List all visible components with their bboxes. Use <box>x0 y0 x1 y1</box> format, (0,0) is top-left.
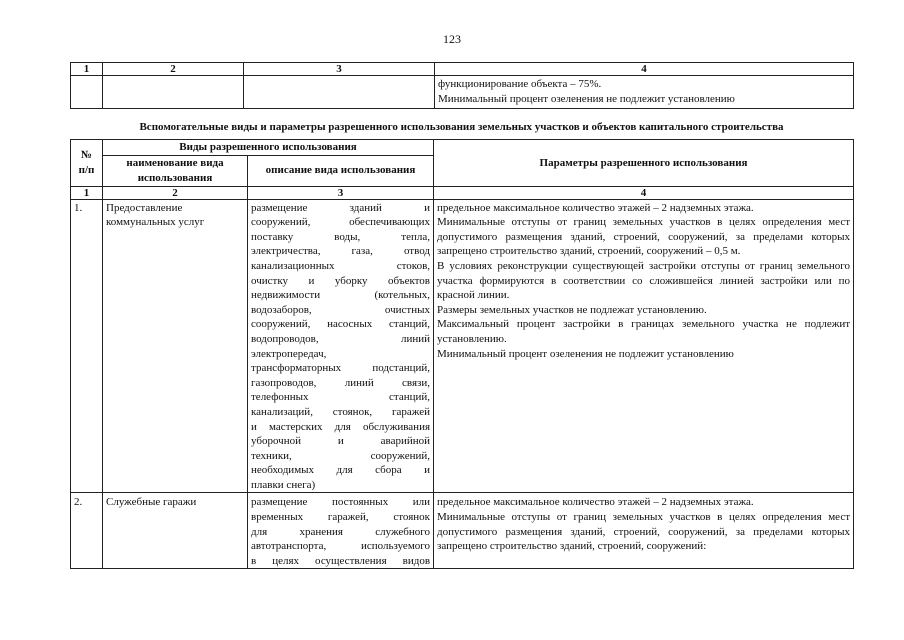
desc-line: для хранения служебного <box>251 525 431 538</box>
column-number-row <box>71 186 854 199</box>
table-cell <box>244 76 435 109</box>
desc-line: сооружений, насосных станций, <box>251 318 431 331</box>
params-cell <box>434 199 854 493</box>
desc-line: канализаций, стоянок, гаражей <box>251 405 431 418</box>
desc-line: размещение зданий и <box>251 201 431 214</box>
param-paragraph: В условиях реконструкции существующей застройки отступы от границ земельного участка формируются в соответствии со сложившейся линией застройки или по красной линии. <box>437 259 851 302</box>
name-header: наименование вида использования <box>103 155 248 186</box>
table-row <box>71 493 854 569</box>
description-header: описание вида использования <box>248 155 434 186</box>
col-number: 3 <box>248 186 434 199</box>
desc-line: необходимых для сбора и <box>251 464 431 477</box>
col-number: 1 <box>71 63 103 76</box>
param-paragraph: предельное максимальное количество этажей – 2 надземных этажа. <box>437 496 754 509</box>
desc-line: сооружений, обеспечивающих <box>251 216 431 229</box>
desc-line: автотранспорта, используемого <box>251 540 431 553</box>
param-paragraph: Минимальный процент озеленения не подлежит установлению <box>437 347 734 360</box>
header-row <box>71 140 854 156</box>
desc-line: и мастерских для обслуживания <box>251 420 431 433</box>
table-cell <box>103 76 244 109</box>
row-number: 1. <box>71 199 103 493</box>
desc-line: электричества, газа, отвод <box>251 245 431 258</box>
table-row <box>71 199 854 493</box>
page-number: 123 <box>443 32 461 46</box>
desc-line: телефонных станций, <box>251 391 431 404</box>
auxiliary-uses-table <box>70 139 854 569</box>
section-title: Вспомогательные виды и параметры разрешенного использования земельных участков и объектов капитального строительства <box>139 121 784 133</box>
col-number: 3 <box>244 63 435 76</box>
text-line: Минимальный процент озеленения не подлежит установлению <box>438 92 735 105</box>
desc-line: плавки снега) <box>251 478 316 491</box>
row-number: 2. <box>71 493 103 569</box>
use-description <box>248 199 434 493</box>
param-paragraph: предельное максимальное количество этажей – 2 надземных этажа. <box>437 201 754 214</box>
desc-line: водопроводов, линий <box>251 332 431 345</box>
num-header: № п/п <box>71 140 103 187</box>
desc-line: недвижимости (котельных, <box>251 289 431 302</box>
desc-line: временных гаражей, стоянок <box>251 511 431 524</box>
col-number: 4 <box>434 186 854 199</box>
desc-line: в целях осуществления видов <box>251 554 431 567</box>
desc-line: поставку воды, тепла, <box>251 230 431 243</box>
param-paragraph: Максимальный процент застройки в границах земельного участка не подлежит установлению. <box>437 318 851 345</box>
params-header: Параметры разрешенного использования <box>434 140 854 187</box>
params-cell <box>434 493 854 569</box>
param-paragraph: Минимальные отступы от границ земельных участков в целях определения мест допустимого размещения зданий, строений, сооружений, за пределами которых запрещено строительство зданий, строений, сооружений – 0,5 м. <box>437 216 851 258</box>
params-cell <box>435 76 854 109</box>
param-paragraph: Размеры земельных участков не подлежат установлению. <box>437 303 707 316</box>
col-number: 1 <box>71 186 103 199</box>
desc-line: трансформаторных подстанций, <box>251 362 431 375</box>
desc-line: электропередач, <box>251 347 327 360</box>
desc-line: канализационных стоков, <box>251 259 431 272</box>
group-header: Виды разрешенного использования <box>103 140 434 156</box>
param-paragraph: Минимальные отступы от границ земельных участков в целях определения мест допустимого размещения зданий, строений, сооружений, за пределами которых запрещено строительство зданий, строений, сооружений: <box>437 511 851 553</box>
desc-line: очистку и уборку объектов <box>251 274 431 287</box>
column-number-row <box>71 63 854 76</box>
col-number: 2 <box>103 186 248 199</box>
use-name: Служебные гаражи <box>103 493 248 569</box>
text-line: функционирование объекта – 75%. <box>438 78 602 90</box>
use-description <box>248 493 434 569</box>
desc-line: размещение постоянных или <box>251 496 431 509</box>
desc-line: уборочной и аварийной <box>251 435 431 448</box>
col-number: 2 <box>103 63 244 76</box>
table-row <box>71 76 854 109</box>
desc-line: водозаборов, очистных <box>251 303 431 316</box>
desc-line: техники, сооружений, <box>251 449 431 462</box>
desc-line: газопроводов, линий связи, <box>251 376 431 389</box>
use-name: Предоставление коммунальных услуг <box>103 199 248 493</box>
col-number: 4 <box>435 63 854 76</box>
continued-table <box>70 62 854 109</box>
table-cell <box>71 76 103 109</box>
